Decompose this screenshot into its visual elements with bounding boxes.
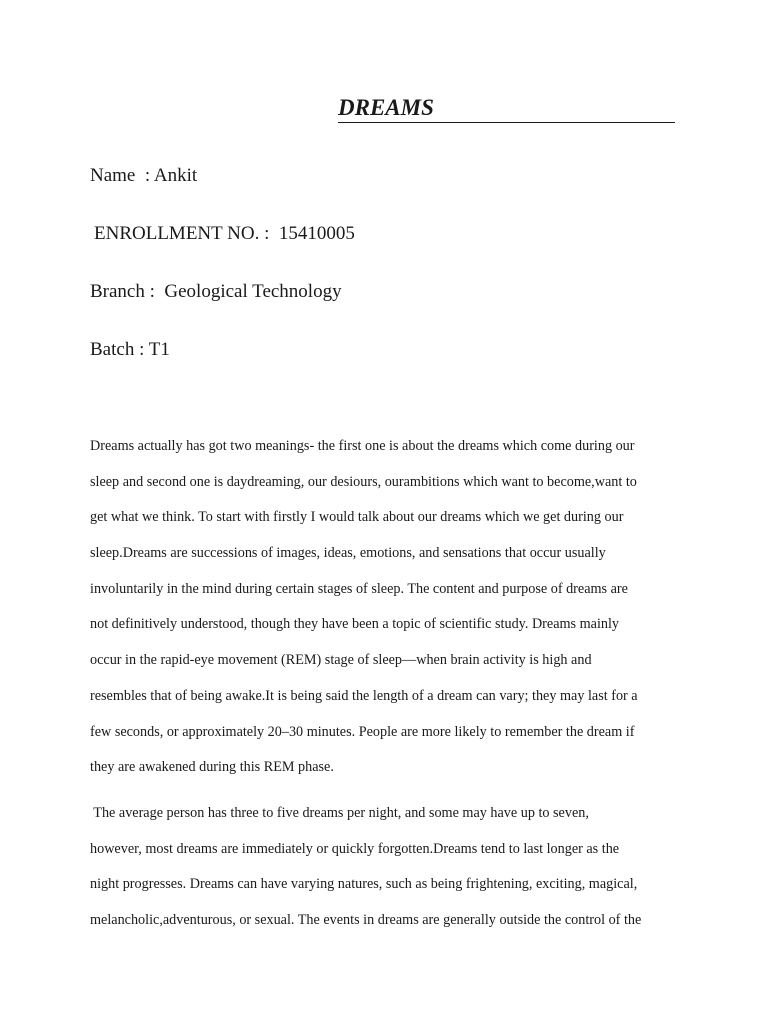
paragraph-line: they are awakened during this REM phase. [90, 759, 334, 776]
paragraph-line: not definitively understood, though they have been a topic of scientific study. Dreams mainly [90, 616, 620, 633]
paragraph-line: melancholic,adventurous, or sexual. The events in dreams are generally outside the control of the [90, 912, 642, 929]
paragraph-line: sleep.Dreams are successions of images, ideas, emotions, and sensations that occur usually [90, 545, 606, 562]
document-title: DREAMS [338, 94, 675, 123]
enrollment-field: ENROLLMENT NO. : 15410005 [94, 223, 355, 244]
paragraph-line: resembles that of being awake.It is being said the length of a dream can vary; they may last for a [90, 687, 638, 704]
paragraph-line: few seconds, or approximately 20–30 minutes. People are more likely to remember the dream if [90, 723, 635, 740]
paragraph-2 [90, 796, 686, 939]
paragraph-line: occur in the rapid-eye movement (REM) stage of sleep—when brain activity is high and [90, 652, 592, 669]
paragraph-line: Dreams actually has got two meanings- the first one is about the dreams which come during our [90, 438, 635, 454]
paragraph-line: night progresses. Dreams can have varying natures, such as being frightening, exciting, magical, [90, 876, 638, 893]
branch-field: Branch : Geological Technology [90, 281, 342, 302]
paragraph-line: sleep and second one is daydreaming, our desiours, ourambitions which want to become,want to [90, 473, 637, 490]
paragraph-line: get what we think. To start with firstly I would talk about our dreams which we get during our [90, 509, 624, 526]
paragraph-line: involuntarily in the mind during certain stages of sleep. The content and purpose of dreams are [90, 580, 628, 597]
paragraph-1 [90, 429, 686, 786]
paragraph-line: The average person has three to five dreams per night, and some may have up to seven, [90, 805, 589, 821]
name-field: Name : Ankit [90, 165, 198, 186]
paragraph-line: however, most dreams are immediately or quickly forgotten.Dreams tend to last longer as the [90, 840, 620, 857]
batch-field: Batch : T1 [90, 339, 170, 360]
